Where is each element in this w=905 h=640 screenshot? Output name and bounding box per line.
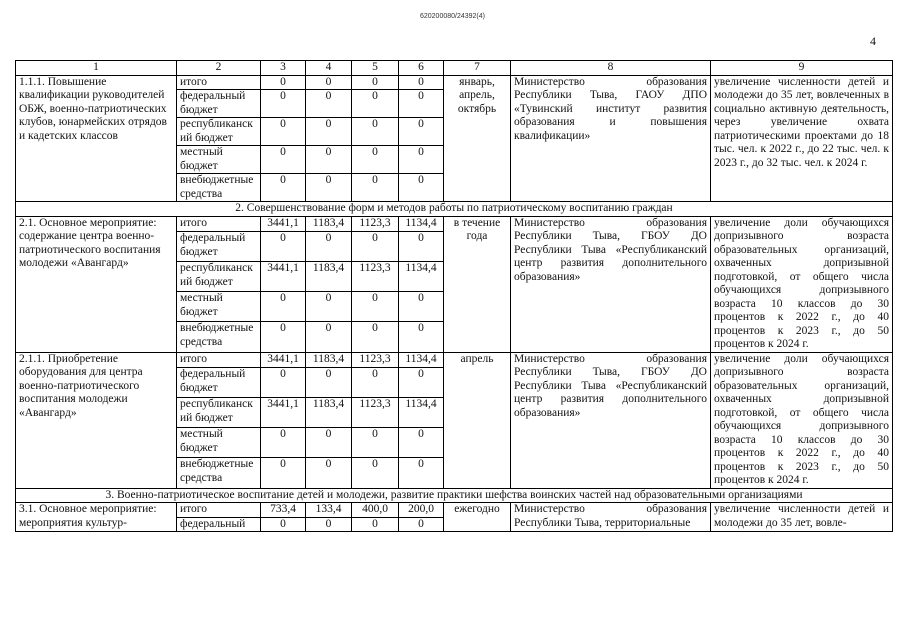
amount-cell: 0	[399, 174, 444, 202]
funding-source: республиканский бюджет	[177, 262, 261, 292]
amount-cell: 0	[399, 118, 444, 146]
amount-cell: 0	[352, 232, 399, 262]
responsible-executor: Министерство образования Республики Тыва, ГБОУ ДО Республики Тыва «Республиканский центр развития дополнительного образования»	[511, 216, 711, 352]
amount-cell: 1183,4	[306, 398, 352, 428]
deadline: январь, апрель, октябрь	[444, 75, 511, 202]
amount-cell: 0	[399, 232, 444, 262]
expected-result: увеличение численности детей и молодежи до 35 лет, вовле-	[711, 503, 893, 532]
amount-cell: 0	[306, 368, 352, 398]
amount-cell: 0	[399, 428, 444, 458]
amount-cell: 1183,4	[306, 352, 352, 368]
funding-source: местный бюджет	[177, 292, 261, 322]
column-header: 7	[444, 61, 511, 76]
amount-cell: 0	[399, 75, 444, 90]
amount-cell: 0	[261, 118, 306, 146]
table-row	[16, 503, 893, 518]
column-header: 6	[399, 61, 444, 76]
funding-source: итого	[177, 503, 261, 518]
deadline: в течение года	[444, 216, 511, 352]
amount-cell: 0	[352, 146, 399, 174]
measure-name: 3.1. Основное мероприятие: мероприятия культур-	[16, 503, 177, 532]
funding-source: республиканский бюджет	[177, 398, 261, 428]
amount-cell: 0	[306, 322, 352, 352]
measure-name: 2.1.1. Приобретение оборудования для центра военно-патриотического воспитания молодежи «Авангард»	[16, 352, 177, 488]
responsible-executor: Министерство образования Республики Тыва, ГБОУ ДО Республики Тыва «Республиканский центр развития дополнительного образования»	[511, 352, 711, 488]
funding-source: федеральный	[177, 517, 261, 532]
responsible-executor: Министерство образования Республики Тыва, ГАОУ ДПО «Тувинский институт развития образования и повышения квалификации»	[511, 75, 711, 202]
funding-source: местный бюджет	[177, 428, 261, 458]
deadline: апрель	[444, 352, 511, 488]
amount-cell: 0	[306, 517, 352, 532]
deadline: ежегодно	[444, 503, 511, 532]
amount-cell: 0	[352, 368, 399, 398]
program-table	[15, 60, 893, 532]
funding-source: внебюджетные средства	[177, 322, 261, 352]
amount-cell: 3441,1	[261, 262, 306, 292]
amount-cell: 0	[306, 118, 352, 146]
amount-cell: 0	[399, 368, 444, 398]
amount-cell: 0	[306, 146, 352, 174]
responsible-executor: Министерство образования Республики Тыва, территориальные	[511, 503, 711, 532]
amount-cell: 0	[261, 232, 306, 262]
table-row	[16, 352, 893, 368]
column-header: 2	[177, 61, 261, 76]
amount-cell: 0	[352, 458, 399, 488]
amount-cell: 0	[306, 458, 352, 488]
amount-cell: 0	[306, 292, 352, 322]
amount-cell: 1123,3	[352, 262, 399, 292]
document-code: 620200080/24392(4)	[419, 13, 485, 20]
amount-cell: 0	[261, 292, 306, 322]
funding-source: местный бюджет	[177, 146, 261, 174]
section-title: 3. Военно-патриотическое воспитание детей и молодежи, развитие практики шефства воинских частей над образовательными организациями	[16, 488, 893, 503]
amount-cell: 0	[399, 146, 444, 174]
funding-source: внебюджетные средства	[177, 174, 261, 202]
amount-cell: 0	[306, 75, 352, 90]
column-header: 1	[16, 61, 177, 76]
measure-name: 2.1. Основное мероприятие: содержание центра военно-патриотического воспитания молодежи «Авангард»	[16, 216, 177, 352]
amount-cell: 1134,4	[399, 216, 444, 232]
amount-cell: 0	[261, 322, 306, 352]
measure-name: 1.1.1. Повышение квалификации руководителей ОБЖ, военно-патриотических клубов, юнармейских отрядов и кадетских классов	[16, 75, 177, 202]
section-title: 2. Совершенствование форм и методов работы по патриотическому воспитанию граждан	[16, 202, 893, 217]
amount-cell: 0	[261, 174, 306, 202]
column-number-row	[16, 61, 893, 76]
table-row	[16, 216, 893, 232]
amount-cell: 1123,3	[352, 352, 399, 368]
amount-cell: 1183,4	[306, 216, 352, 232]
amount-cell: 0	[399, 322, 444, 352]
amount-cell: 3441,1	[261, 216, 306, 232]
amount-cell: 3441,1	[261, 398, 306, 428]
amount-cell: 400,0	[352, 503, 399, 518]
funding-source: итого	[177, 216, 261, 232]
amount-cell: 200,0	[399, 503, 444, 518]
funding-source: итого	[177, 75, 261, 90]
amount-cell: 0	[352, 517, 399, 532]
amount-cell: 733,4	[261, 503, 306, 518]
column-header: 8	[511, 61, 711, 76]
amount-cell: 0	[261, 75, 306, 90]
expected-result: увеличение численности детей и молодежи до 35 лет, вовлеченных в социально активную деятельность, через увеличение охвата патриотическими проектами до 18 тыс. чел. к 2022 г., до 22 тыс. чел. к 2023 г., до 32 тыс. чел. к 2024 г.	[711, 75, 893, 202]
amount-cell: 0	[306, 428, 352, 458]
amount-cell: 0	[399, 458, 444, 488]
amount-cell: 1134,4	[399, 352, 444, 368]
section-row	[16, 202, 893, 217]
amount-cell: 0	[306, 90, 352, 118]
amount-cell: 0	[261, 428, 306, 458]
amount-cell: 1134,4	[399, 398, 444, 428]
amount-cell: 0	[352, 428, 399, 458]
funding-source: итого	[177, 352, 261, 368]
amount-cell: 0	[261, 517, 306, 532]
column-header: 9	[711, 61, 893, 76]
column-header: 4	[306, 61, 352, 76]
amount-cell: 0	[352, 90, 399, 118]
amount-cell: 3441,1	[261, 352, 306, 368]
amount-cell: 1123,3	[352, 216, 399, 232]
amount-cell: 133,4	[306, 503, 352, 518]
amount-cell: 0	[352, 292, 399, 322]
column-header: 5	[352, 61, 399, 76]
amount-cell: 1183,4	[306, 262, 352, 292]
amount-cell: 1134,4	[399, 262, 444, 292]
section-row	[16, 488, 893, 503]
amount-cell: 0	[261, 368, 306, 398]
amount-cell: 0	[306, 232, 352, 262]
amount-cell: 1123,3	[352, 398, 399, 428]
amount-cell: 0	[352, 174, 399, 202]
funding-source: федеральный бюджет	[177, 90, 261, 118]
funding-source: внебюджетные средства	[177, 458, 261, 488]
amount-cell: 0	[306, 174, 352, 202]
amount-cell: 0	[261, 146, 306, 174]
amount-cell: 0	[399, 517, 444, 532]
page-number: 4	[870, 34, 876, 48]
amount-cell: 0	[352, 322, 399, 352]
amount-cell: 0	[352, 118, 399, 146]
funding-source: федеральный бюджет	[177, 368, 261, 398]
amount-cell: 0	[352, 75, 399, 90]
funding-source: федеральный бюджет	[177, 232, 261, 262]
funding-source: республиканский бюджет	[177, 118, 261, 146]
amount-cell: 0	[399, 292, 444, 322]
amount-cell: 0	[399, 90, 444, 118]
column-header: 3	[261, 61, 306, 76]
amount-cell: 0	[261, 458, 306, 488]
amount-cell: 0	[261, 90, 306, 118]
expected-result: увеличение доли обучающихся допризывного возраста образовательных организаций, охваченных допризывной подготовкой, от общего числа обучающихся допризывного возраста 10 классов до 30 процентов к 2022 г., до 40 процентов к 2023 г., до 50 процентов к 2024 г.	[711, 352, 893, 488]
table-row	[16, 75, 893, 90]
expected-result: увеличение доли обучающихся допризывного возраста образовательных организаций, охваченных допризывной подготовкой, от общего числа обучающихся допризывного возраста 10 классов до 30 процентов к 2022 г., до 40 процентов к 2023 г., до 50 процентов к 2024 г.	[711, 216, 893, 352]
